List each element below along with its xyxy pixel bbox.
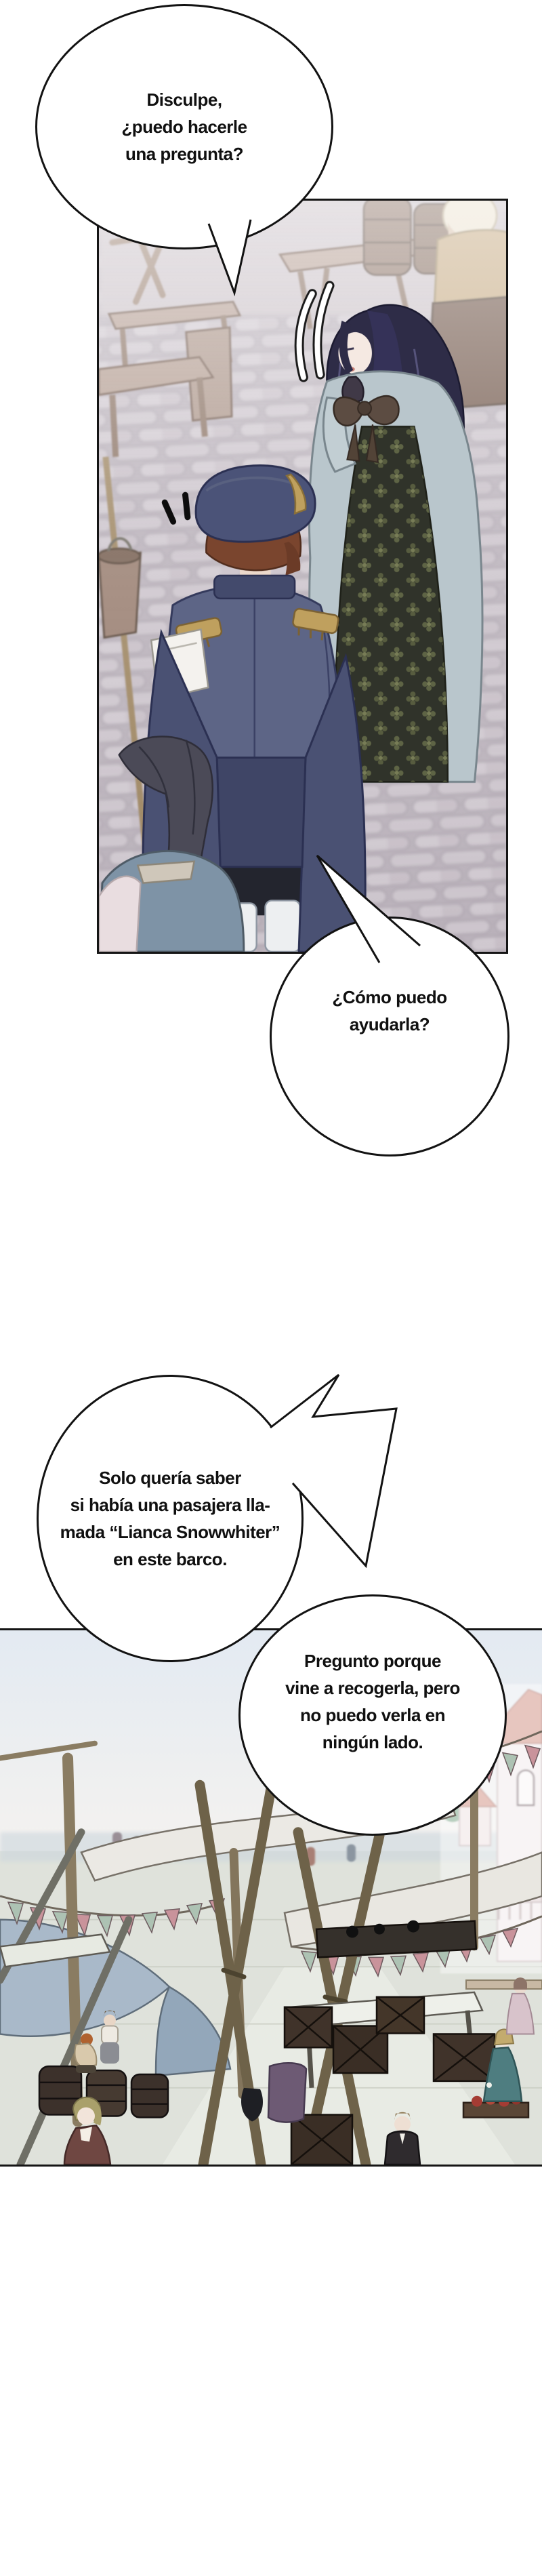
- bubble-line: si había una pasajera lla-: [70, 1495, 270, 1515]
- bubble-line: no puedo verla en: [300, 1705, 445, 1725]
- bubble-line: ayudarla?: [349, 1014, 430, 1034]
- bubble-line: ¿Cómo puedo: [332, 987, 447, 1007]
- bubble-line: ningún lado.: [322, 1732, 423, 1752]
- speech-bubble-greeting: [35, 4, 333, 249]
- bubble-tail: [308, 847, 430, 969]
- bubble-line: Pregunto porque: [304, 1651, 441, 1671]
- bystander-collar: [138, 862, 194, 883]
- bubble-line: vine a recogerla, pero: [285, 1678, 460, 1698]
- panel-street-scene: [97, 199, 508, 954]
- street-scene-art: [99, 201, 506, 952]
- coat-back: [217, 758, 306, 867]
- speech-bubble-followup: [238, 1594, 507, 1836]
- bubble-line: ¿puedo hacerle: [121, 117, 247, 137]
- bubble-tail: [196, 214, 278, 302]
- bubble-line: mada “Lianca Snowwhiter”: [60, 1522, 280, 1542]
- bystander-sleeve: [99, 877, 140, 952]
- market-barrels: [39, 2066, 168, 2117]
- bubble-line: en este barco.: [113, 1549, 227, 1569]
- bubble-line: Solo quería saber: [99, 1468, 241, 1488]
- bubble-flash-tail: [257, 1369, 413, 1573]
- goods-shelf: [466, 1980, 542, 1989]
- bubble-line: Disculpe,: [146, 89, 222, 110]
- officer-collar: [214, 576, 295, 599]
- bubble-line: una pregunta?: [125, 144, 244, 164]
- hanging-purple-cloth: [268, 2063, 306, 2122]
- officer-boot-right: [266, 900, 300, 952]
